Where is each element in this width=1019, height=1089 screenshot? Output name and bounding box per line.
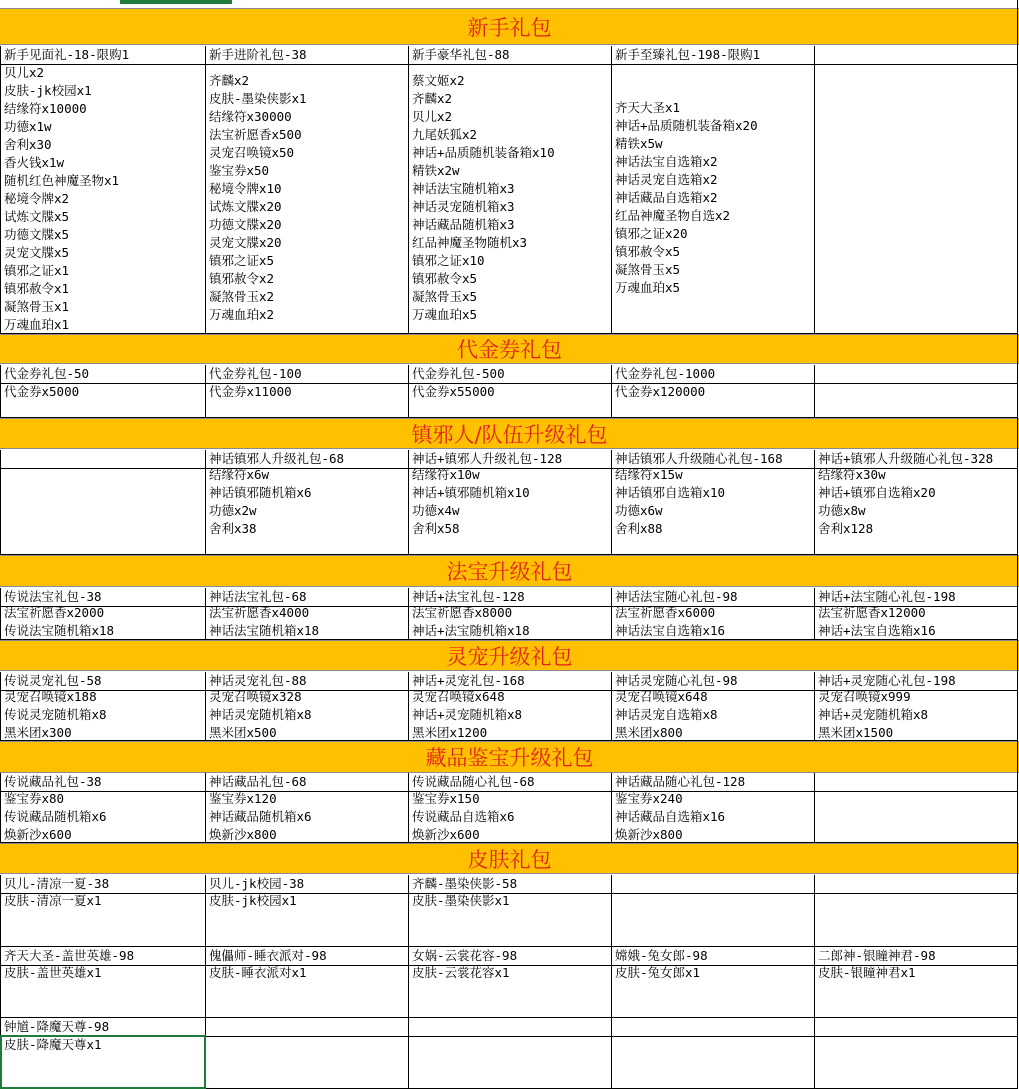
package-item: 代金券x120000 xyxy=(615,384,706,399)
package-item: 凝煞骨玉x1 xyxy=(4,299,70,314)
package-item-list xyxy=(1,64,119,334)
package-item-list xyxy=(206,790,312,844)
package-item: 鉴宝券x80 xyxy=(4,791,65,806)
package-cell[interactable] xyxy=(408,450,611,555)
package-cell[interactable] xyxy=(408,365,611,418)
package-item: 神话法宝随机箱x3 xyxy=(412,181,515,196)
package-item: 齐麟x2 xyxy=(209,73,250,88)
package-item-list xyxy=(612,604,725,640)
package-item: 神话法宝自选箱x2 xyxy=(615,154,718,169)
package-cell[interactable] xyxy=(814,947,1018,1018)
package-item: 代金券x55000 xyxy=(412,384,495,399)
section-header: 皮肤礼包 xyxy=(0,843,1019,874)
package-name: 女娲-云裳花容-98 xyxy=(409,947,611,966)
package-cell[interactable] xyxy=(0,450,205,555)
package-item-list xyxy=(409,688,522,742)
package-item: 试炼文牒x5 xyxy=(4,209,70,224)
section-header: 灵宠升级礼包 xyxy=(0,640,1019,671)
package-cell[interactable] xyxy=(0,46,205,334)
package-item: 神话镇邪随机箱x6 xyxy=(209,485,312,500)
package-name xyxy=(815,1018,1018,1037)
package-cell[interactable] xyxy=(814,1018,1018,1089)
package-name: 传说藏品礼包-38 xyxy=(1,773,205,792)
package-item: 黑米团x1500 xyxy=(818,725,894,740)
package-cell[interactable] xyxy=(611,773,814,843)
package-item: 神话藏品自选箱x2 xyxy=(615,190,718,205)
package-item: 万魂血珀x5 xyxy=(412,307,478,322)
package-name: 代金券礼包-500 xyxy=(409,365,611,384)
package-name: 贝儿-清凉一夏-38 xyxy=(1,875,205,894)
package-item: 传说法宝随机箱x18 xyxy=(4,623,115,638)
package-name xyxy=(612,1018,814,1037)
package-item: 舍利x58 xyxy=(412,521,460,536)
package-item-list xyxy=(815,604,936,640)
package-item: 万魂血珀x2 xyxy=(209,307,275,322)
package-name: 神话+镇邪人升级礼包-128 xyxy=(409,450,611,469)
package-item-list xyxy=(206,892,297,910)
package-name xyxy=(206,1018,408,1037)
package-item: 黑米团x800 xyxy=(615,725,683,740)
package-name: 代金券礼包-1000 xyxy=(612,365,814,384)
package-name: 神话灵宠随心礼包-98 xyxy=(612,672,814,691)
package-item-list xyxy=(815,688,928,742)
package-item: 皮肤-盖世英雄x1 xyxy=(4,965,102,980)
package-item: 舍利x88 xyxy=(615,521,663,536)
package-item: 结缘符x6w xyxy=(209,467,270,482)
package-item: 法宝祈愿香x2000 xyxy=(4,605,105,620)
package-item: 凝煞骨玉x5 xyxy=(412,289,478,304)
package-item-list xyxy=(1,604,114,640)
package-name xyxy=(612,875,814,894)
package-cell[interactable] xyxy=(611,588,814,640)
package-item: 九尾妖狐x2 xyxy=(412,127,478,142)
package-item: 舍利x128 xyxy=(818,521,874,536)
package-cell[interactable] xyxy=(814,773,1018,843)
package-item: 功德x1w xyxy=(4,119,52,134)
package-name: 新手至臻礼包-198-限购1 xyxy=(612,46,814,65)
package-item: 神话灵宠随机箱x3 xyxy=(412,199,515,214)
package-item: 镇邪之证x1 xyxy=(4,263,70,278)
package-item: 灵宠召唤镜x328 xyxy=(209,689,302,704)
package-cell[interactable] xyxy=(205,450,408,555)
package-item: 灵宠召唤镜x648 xyxy=(615,689,708,704)
package-item: 秘境令牌x2 xyxy=(4,191,70,206)
package-item: 神话灵宠自选箱x2 xyxy=(615,172,718,187)
package-item: 精铁x5w xyxy=(615,136,663,151)
package-item: 齐麟x2 xyxy=(412,91,453,106)
package-cell[interactable] xyxy=(408,588,611,640)
package-cell[interactable] xyxy=(205,365,408,418)
package-item: 神话+灵宠随机箱x8 xyxy=(412,707,523,722)
package-cell[interactable] xyxy=(408,672,611,741)
package-cell[interactable] xyxy=(0,773,205,843)
package-item: 传说藏品随机箱x6 xyxy=(4,809,107,824)
package-name: 新手进阶礼包-38 xyxy=(206,46,408,65)
package-item-list xyxy=(409,383,495,401)
package-item: 灵宠文牒x5 xyxy=(4,245,70,260)
package-name: 神话法宝礼包-68 xyxy=(206,588,408,607)
package-item: 皮肤-降魔天尊x1 xyxy=(4,1037,102,1052)
package-name: 二郎神-银瞳神君-98 xyxy=(815,947,1018,966)
package-item: 法宝祈愿香x6000 xyxy=(615,605,716,620)
package-item: 镇邪赦令x5 xyxy=(615,244,681,259)
section-header: 代金券礼包 xyxy=(0,334,1019,364)
package-item: 舍利x38 xyxy=(209,521,257,536)
package-name: 神话法宝随心礼包-98 xyxy=(612,588,814,607)
package-item: 焕新沙x800 xyxy=(209,827,277,842)
package-item: 神话+法宝自选箱x16 xyxy=(818,623,936,638)
package-item: 焕新沙x800 xyxy=(615,827,683,842)
package-item: 神话+法宝随机箱x18 xyxy=(412,623,530,638)
package-item: 鉴宝券x150 xyxy=(412,791,480,806)
package-cell[interactable] xyxy=(814,450,1018,555)
package-item: 法宝祈愿香x500 xyxy=(209,127,302,142)
package-cell[interactable] xyxy=(611,672,814,741)
package-item: 试炼文牒x20 xyxy=(209,199,282,214)
package-item-list xyxy=(409,964,510,982)
package-item: 结缘符x15w xyxy=(615,467,683,482)
package-item-list xyxy=(409,604,530,640)
package-cell[interactable] xyxy=(814,672,1018,741)
package-item: 神话藏品随机箱x6 xyxy=(209,809,312,824)
package-name xyxy=(815,46,1018,65)
package-cell[interactable] xyxy=(205,1018,408,1089)
package-name: 齐天大圣-盖世英雄-98 xyxy=(1,947,205,966)
package-item: 焕新沙x600 xyxy=(4,827,72,842)
package-item: 黑米团x1200 xyxy=(412,725,488,740)
package-item: 秘境令牌x10 xyxy=(209,181,282,196)
package-item: 神话+灵宠随机箱x8 xyxy=(818,707,929,722)
package-item: 精铁x2w xyxy=(412,163,460,178)
package-item: 皮肤-墨染侠影x1 xyxy=(209,91,307,106)
package-cell[interactable] xyxy=(205,672,408,741)
package-name: 新手豪华礼包-88 xyxy=(409,46,611,65)
package-item: 结缘符x30w xyxy=(818,467,886,482)
package-item-list xyxy=(815,964,916,982)
package-name xyxy=(815,773,1018,792)
package-item: 神话+品质随机装备箱x10 xyxy=(412,145,555,160)
package-item: 随机红色神魔圣物x1 xyxy=(4,173,120,188)
package-item-list xyxy=(1,790,107,844)
package-item: 黑米团x500 xyxy=(209,725,277,740)
package-cell[interactable] xyxy=(0,365,205,418)
selected-cell-outline xyxy=(0,1035,206,1089)
package-item: 灵宠召唤镜x50 xyxy=(209,145,295,160)
package-cell[interactable] xyxy=(205,46,408,334)
package-cell[interactable] xyxy=(408,46,611,334)
package-item: 凝煞骨玉x2 xyxy=(209,289,275,304)
package-cell[interactable] xyxy=(205,947,408,1018)
package-item: 法宝祈愿香x8000 xyxy=(412,605,513,620)
package-item: 红品神魔圣物自选x2 xyxy=(615,208,731,223)
package-item: 神话+镇邪自选箱x20 xyxy=(818,485,936,500)
package-item-list xyxy=(612,790,725,844)
package-item: 凝煞骨玉x5 xyxy=(615,262,681,277)
package-item: 神话灵宠随机箱x8 xyxy=(209,707,312,722)
package-item: 灵宠文牒x20 xyxy=(209,235,282,250)
package-cell[interactable] xyxy=(0,672,205,741)
package-item-list xyxy=(612,688,718,742)
section-header: 法宝升级礼包 xyxy=(0,555,1019,587)
package-item: 镇邪之证x20 xyxy=(615,226,688,241)
package-name: 钟馗-降魔天尊-98 xyxy=(1,1018,205,1037)
package-item: 神话法宝随机箱x18 xyxy=(209,623,320,638)
package-name: 傀儡师-睡衣派对-98 xyxy=(206,947,408,966)
package-name xyxy=(409,1018,611,1037)
package-name: 嫦娥-兔女郎-98 xyxy=(612,947,814,966)
package-item: 代金券x11000 xyxy=(209,384,292,399)
package-cell[interactable] xyxy=(205,875,408,947)
package-item-list xyxy=(612,383,705,401)
package-cell[interactable] xyxy=(611,875,814,947)
package-item: 神话+镇邪随机箱x10 xyxy=(412,485,530,500)
package-item: 镇邪赦令x1 xyxy=(4,281,70,296)
package-item-list xyxy=(206,383,292,401)
package-item: 传说藏品自选箱x6 xyxy=(412,809,515,824)
package-item: 代金券x5000 xyxy=(4,384,80,399)
package-name: 代金券礼包-100 xyxy=(206,365,408,384)
package-item: 神话镇邪自选箱x10 xyxy=(615,485,726,500)
package-item: 功德x6w xyxy=(615,503,663,518)
package-item: 镇邪赦令x5 xyxy=(412,271,478,286)
package-cell[interactable] xyxy=(408,947,611,1018)
package-item-list xyxy=(206,964,307,982)
package-cell[interactable] xyxy=(611,1018,814,1089)
package-name: 神话+灵宠随心礼包-198 xyxy=(815,672,1018,691)
package-item-list xyxy=(206,466,312,538)
package-name: 神话镇邪人升级随心礼包-168 xyxy=(612,450,814,469)
right-border xyxy=(1017,0,1018,1089)
package-cell[interactable] xyxy=(408,1018,611,1089)
package-cell[interactable] xyxy=(408,773,611,843)
package-cell[interactable] xyxy=(611,46,814,334)
package-item-list xyxy=(612,466,725,538)
package-item: 齐天大圣x1 xyxy=(615,100,681,115)
package-item-list xyxy=(612,99,758,297)
package-item: 黑米团x300 xyxy=(4,725,72,740)
package-item: 功德x4w xyxy=(412,503,460,518)
package-item: 功德x8w xyxy=(818,503,866,518)
package-item: 神话灵宠自选箱x8 xyxy=(615,707,718,722)
package-name: 新手见面礼-18-限购1 xyxy=(1,46,205,65)
package-item: 焕新沙x600 xyxy=(412,827,480,842)
package-cell[interactable] xyxy=(611,450,814,555)
package-item: 灵宠召唤镜x188 xyxy=(4,689,97,704)
package-item: 神话藏品自选箱x16 xyxy=(615,809,726,824)
package-name: 神话+灵宠礼包-168 xyxy=(409,672,611,691)
package-item: 功德x2w xyxy=(209,503,257,518)
package-item: 皮肤-云裳花容x1 xyxy=(412,965,510,980)
package-item: 鉴宝券x240 xyxy=(615,791,683,806)
package-item: 鉴宝券x120 xyxy=(209,791,277,806)
package-item-list xyxy=(1,892,102,910)
package-item: 结缘符x10000 xyxy=(4,101,87,116)
package-item: 灵宠召唤镜x999 xyxy=(818,689,911,704)
section-header: 镇邪人/队伍升级礼包 xyxy=(0,418,1019,449)
package-item: 皮肤-jk校园x1 xyxy=(209,893,297,908)
package-item-list xyxy=(206,72,307,324)
package-item: 贝儿x2 xyxy=(4,65,45,80)
package-item: 皮肤-墨染侠影x1 xyxy=(412,893,510,908)
package-item: 万魂血珀x5 xyxy=(615,280,681,295)
package-item: 舍利x30 xyxy=(4,137,52,152)
package-name: 传说灵宠礼包-58 xyxy=(1,672,205,691)
package-item: 皮肤-银瞳神君x1 xyxy=(818,965,916,980)
package-item-list xyxy=(206,688,312,742)
package-item: 神话+品质随机装备箱x20 xyxy=(615,118,758,133)
package-item: 镇邪之证x5 xyxy=(209,253,275,268)
package-cell[interactable] xyxy=(0,947,205,1018)
package-item: 镇邪之证x10 xyxy=(412,253,485,268)
package-name: 传说藏品随心礼包-68 xyxy=(409,773,611,792)
package-item-list xyxy=(1,383,79,401)
package-name: 传说法宝礼包-38 xyxy=(1,588,205,607)
package-cell[interactable] xyxy=(814,46,1018,334)
package-name: 神话藏品随心礼包-128 xyxy=(612,773,814,792)
package-name: 神话+镇邪人升级随心礼包-328 xyxy=(815,450,1018,469)
package-item: 皮肤-jk校园x1 xyxy=(4,83,92,98)
section-header: 藏品鉴宝升级礼包 xyxy=(0,741,1019,773)
package-item: 神话藏品随机箱x3 xyxy=(412,217,515,232)
package-name: 神话+法宝随心礼包-198 xyxy=(815,588,1018,607)
package-name: 贝儿-jk校园-38 xyxy=(206,875,408,894)
package-cell[interactable] xyxy=(0,875,205,947)
package-name xyxy=(815,875,1018,894)
package-name: 神话藏品礼包-68 xyxy=(206,773,408,792)
package-name xyxy=(815,365,1018,384)
package-item: 香火钱x1w xyxy=(4,155,65,170)
package-item: 结缘符x30000 xyxy=(209,109,292,124)
package-item: 神话法宝自选箱x16 xyxy=(615,623,726,638)
package-cell[interactable] xyxy=(814,365,1018,418)
package-item-list xyxy=(1,964,102,982)
package-item-list xyxy=(1,688,107,742)
package-item: 法宝祈愿香x4000 xyxy=(209,605,310,620)
package-item: 灵宠召唤镜x648 xyxy=(412,689,505,704)
active-column-marker xyxy=(120,0,232,4)
package-cell[interactable] xyxy=(205,773,408,843)
package-name: 代金券礼包-50 xyxy=(1,365,205,384)
package-item-list xyxy=(409,466,530,538)
package-item-list xyxy=(815,466,936,538)
package-item: 蔡文姬x2 xyxy=(412,73,465,88)
package-item: 贝儿x2 xyxy=(412,109,453,124)
package-name: 神话灵宠礼包-88 xyxy=(206,672,408,691)
package-item-list xyxy=(612,964,700,982)
package-item: 鉴宝券x50 xyxy=(209,163,270,178)
package-item: 法宝祈愿香x12000 xyxy=(818,605,926,620)
package-item: 功德文牒x20 xyxy=(209,217,282,232)
package-item: 皮肤-兔女郎x1 xyxy=(615,965,701,980)
package-name: 齐麟-墨染侠影-58 xyxy=(409,875,611,894)
package-name xyxy=(1,450,205,469)
package-cell[interactable] xyxy=(205,588,408,640)
package-item: 皮肤-清凉一夏x1 xyxy=(4,893,102,908)
package-item: 结缘符x10w xyxy=(412,467,480,482)
package-item: 功德文牒x5 xyxy=(4,227,70,242)
package-item: 镇邪赦令x2 xyxy=(209,271,275,286)
package-cell[interactable] xyxy=(814,588,1018,640)
package-item: 皮肤-睡衣派对x1 xyxy=(209,965,307,980)
package-item: 红品神魔圣物随机x3 xyxy=(412,235,528,250)
package-cell[interactable] xyxy=(408,875,611,947)
package-item-list xyxy=(409,790,515,844)
package-item-list xyxy=(206,604,319,640)
section-header: 新手礼包 xyxy=(0,8,1019,45)
package-name: 神话镇邪人升级礼包-68 xyxy=(206,450,408,469)
package-item: 传说灵宠随机箱x8 xyxy=(4,707,107,722)
package-cell[interactable] xyxy=(611,947,814,1018)
package-cell[interactable] xyxy=(611,365,814,418)
package-cell[interactable] xyxy=(814,875,1018,947)
package-item-list xyxy=(409,72,555,324)
package-item: 万魂血珀x1 xyxy=(4,317,70,332)
package-name: 神话+法宝礼包-128 xyxy=(409,588,611,607)
package-cell[interactable] xyxy=(0,588,205,640)
package-item-list xyxy=(409,892,510,910)
